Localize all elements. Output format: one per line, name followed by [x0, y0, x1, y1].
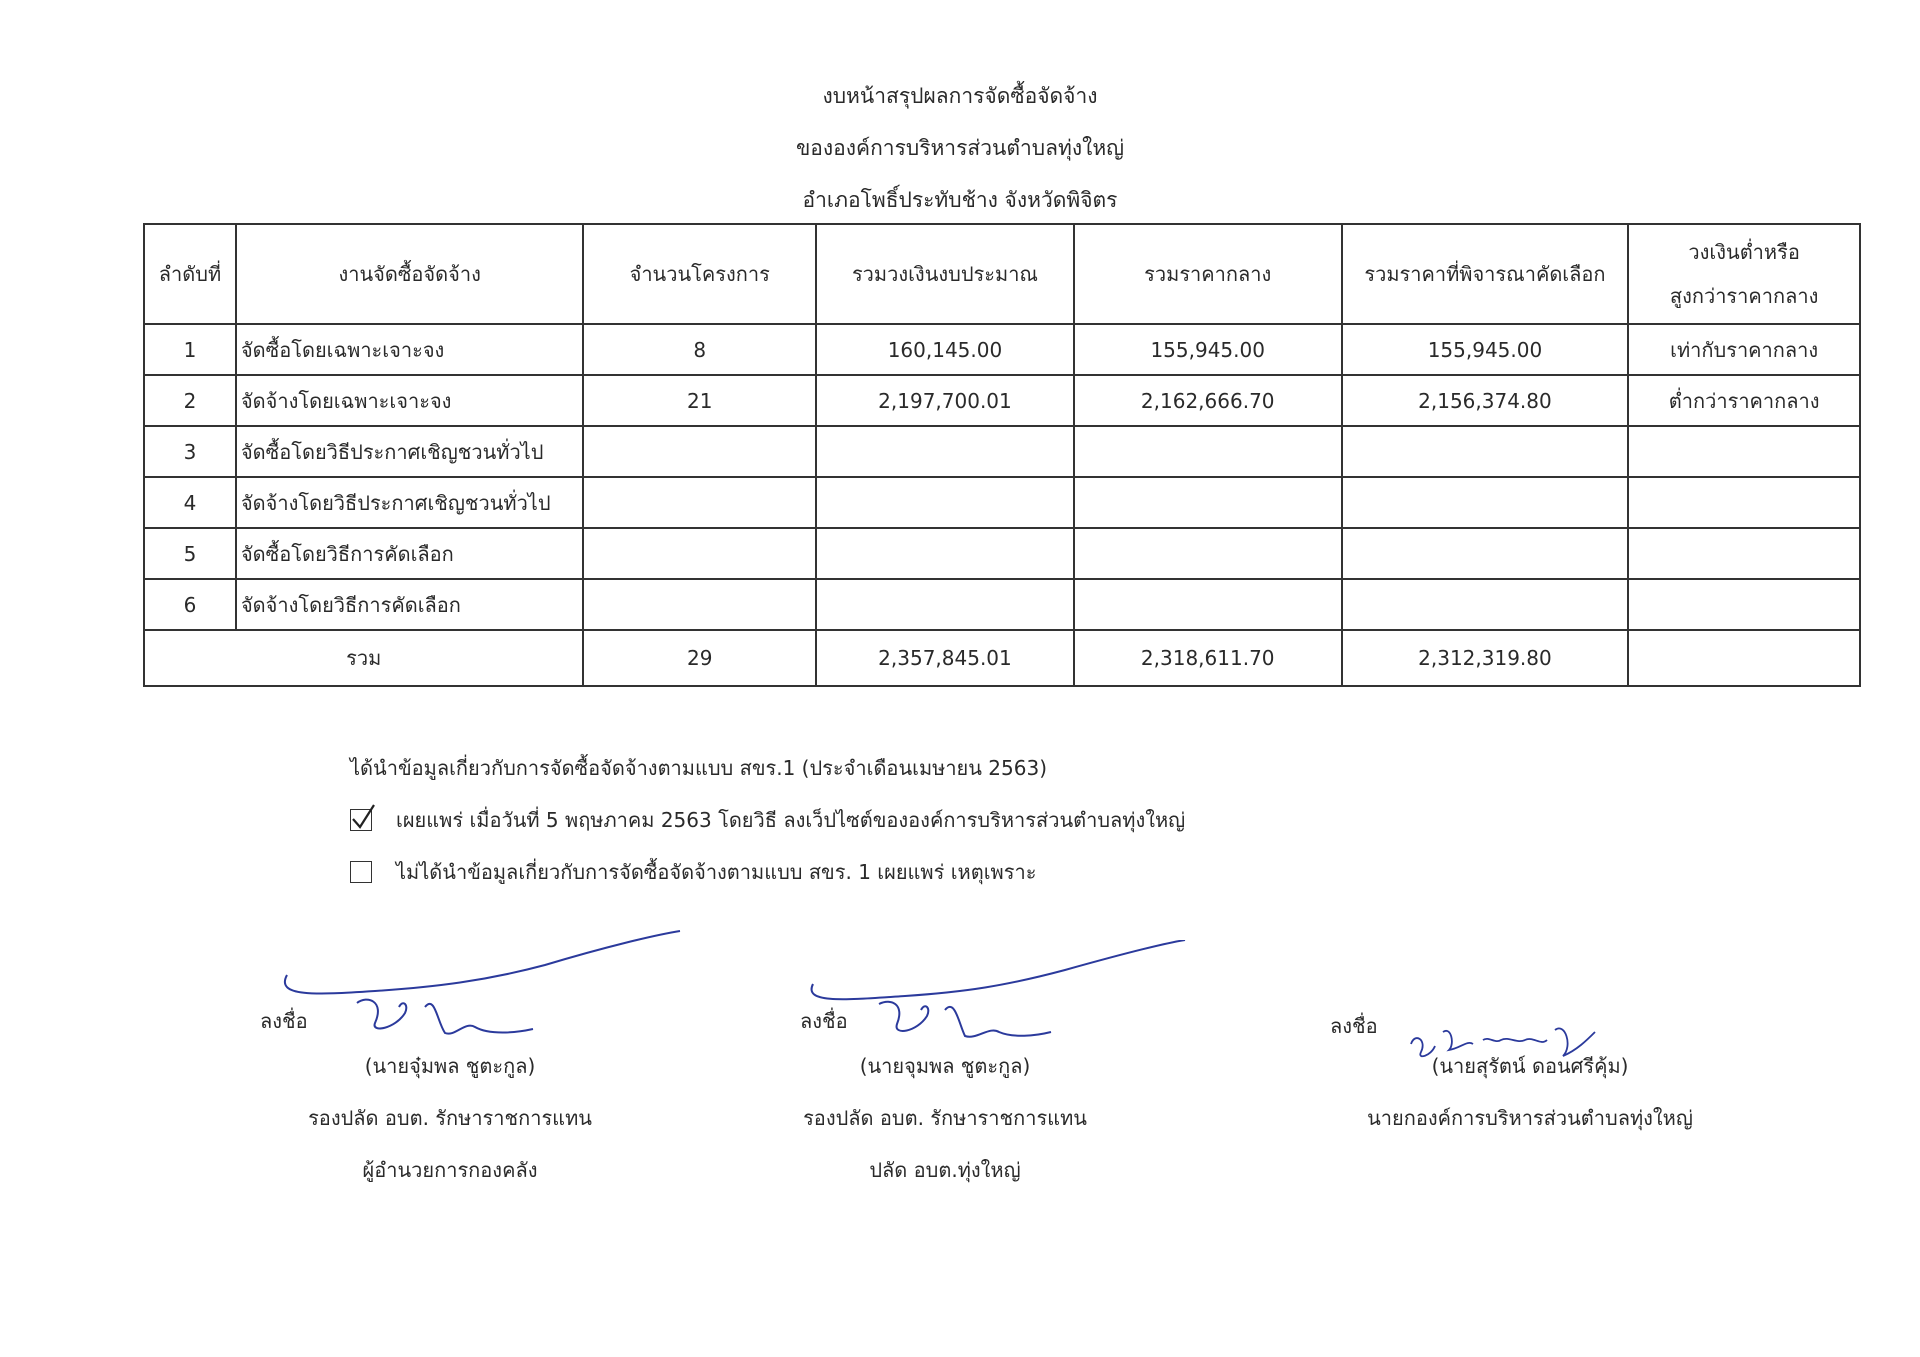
total-label: รวม — [144, 630, 583, 686]
table-row — [144, 324, 1860, 375]
total-selected: 2,312,319.80 — [1342, 630, 1629, 686]
cell-no: 1 — [144, 324, 236, 375]
cell-work: จัดซื้อโดยเฉพาะเจาะจง — [236, 324, 583, 375]
cell-selected — [1342, 579, 1629, 630]
cell-no: 3 — [144, 426, 236, 477]
signature-text-2 — [795, 940, 1095, 1196]
col-header-no: ลำดับที่ — [144, 224, 236, 324]
publication-notes — [350, 742, 1185, 898]
cell-no: 2 — [144, 375, 236, 426]
cell-work: จัดจ้างโดยวิธีประกาศเชิญชวนทั่วไป — [236, 477, 583, 528]
cell-work: จัดจ้างโดยเฉพาะเจาะจง — [236, 375, 583, 426]
cell-count — [583, 579, 816, 630]
signer-position-1b: ผู้อำนวยการกองคลัง — [362, 1158, 538, 1182]
signer-position-3a: นายกองค์การบริหารส่วนตำบลทุ่งใหญ่ — [1367, 1106, 1693, 1130]
signer-name-2: (นายจุมพล ชูตะกูล) — [859, 1054, 1031, 1078]
sign-label-2: ลงชื่อ — [800, 1009, 848, 1033]
cell-median — [1074, 579, 1342, 630]
cell-budget — [816, 579, 1074, 630]
cell-budget — [816, 528, 1074, 579]
cell-count — [583, 528, 816, 579]
table-row — [144, 375, 1860, 426]
cell-compare — [1628, 477, 1860, 528]
cell-selected — [1342, 477, 1629, 528]
col-header-count: จำนวนโครงการ — [583, 224, 816, 324]
signer-position-2b: ปลัด อบต.ทุ่งใหญ่ — [869, 1158, 1021, 1182]
published-checkbox[interactable] — [350, 809, 372, 831]
col-header-compare-line-2: สูงกว่าราคากลาง — [1669, 284, 1819, 308]
notes-intro-text: ได้นำข้อมูลเกี่ยวกับการจัดซื้อจัดจ้างตามแบบ สขร.1 (ประจำเดือนเมษายน 2563) — [350, 756, 1047, 780]
col-header-work: งานจัดซื้อจัดจ้าง — [236, 224, 583, 324]
cell-selected — [1342, 528, 1629, 579]
option-published — [350, 794, 1185, 846]
cell-budget: 2,197,700.01 — [816, 375, 1074, 426]
cell-compare: ต่ำกว่าราคากลาง — [1628, 375, 1860, 426]
cell-median: 2,162,666.70 — [1074, 375, 1342, 426]
cell-work: จัดจ้างโดยวิธีการคัดเลือก — [236, 579, 583, 630]
signer-name-1: (นายจุ๋มพล ชูตะกูล) — [364, 1054, 536, 1078]
cell-median — [1074, 426, 1342, 477]
cell-median: 155,945.00 — [1074, 324, 1342, 375]
cell-compare — [1628, 528, 1860, 579]
checkmark-icon — [349, 802, 377, 832]
cell-no: 4 — [144, 477, 236, 528]
col-header-selected: รวมราคาที่พิจารณาคัดเลือก — [1342, 224, 1629, 324]
table-row — [144, 477, 1860, 528]
cell-work: จัดซื้อโดยวิธีการคัดเลือก — [236, 528, 583, 579]
cell-work: จัดซื้อโดยวิธีประกาศเชิญชวนทั่วไป — [236, 426, 583, 477]
cell-count: 8 — [583, 324, 816, 375]
col-header-median: รวมราคากลาง — [1074, 224, 1342, 324]
cell-selected: 155,945.00 — [1342, 324, 1629, 375]
sign-label-1: ลงชื่อ — [260, 1009, 308, 1033]
total-budget: 2,357,845.01 — [816, 630, 1074, 686]
table-total-row — [144, 630, 1860, 686]
cell-median — [1074, 528, 1342, 579]
col-header-compare — [1628, 224, 1860, 324]
cell-no: 6 — [144, 579, 236, 630]
total-compare — [1628, 630, 1860, 686]
option-not-published — [350, 846, 1185, 898]
total-count: 29 — [583, 630, 816, 686]
cell-compare — [1628, 426, 1860, 477]
heading-line-3: อำเภอโพธิ์ประทับช้าง จังหวัดพิจิตร — [802, 188, 1118, 212]
heading-line-1: งบหน้าสรุปผลการจัดซื้อจัดจ้าง — [822, 84, 1098, 108]
table-row — [144, 528, 1860, 579]
cell-selected — [1342, 426, 1629, 477]
signature-text-3 — [1330, 940, 1730, 1144]
cell-count — [583, 426, 816, 477]
cell-budget — [816, 426, 1074, 477]
cell-count — [583, 477, 816, 528]
cell-count: 21 — [583, 375, 816, 426]
col-header-compare-line-1: วงเงินต่ำหรือ — [1688, 240, 1800, 264]
document-heading — [0, 70, 1920, 226]
cell-compare — [1628, 579, 1860, 630]
signature-text-1 — [300, 940, 600, 1196]
cell-budget — [816, 477, 1074, 528]
heading-line-2: ขององค์การบริหารส่วนตำบลทุ่งใหญ่ — [795, 136, 1125, 160]
sign-label-3: ลงชื่อ — [1330, 1014, 1378, 1038]
table-row — [144, 426, 1860, 477]
table-body — [144, 324, 1860, 630]
cell-budget: 160,145.00 — [816, 324, 1074, 375]
table-row — [144, 579, 1860, 630]
published-option-text: เผยแพร่ เมื่อวันที่ 5 พฤษภาคม 2563 โดยวิธี ลงเว็ปไซต์ขององค์การบริหารส่วนตำบลทุ่งใหญ่ — [396, 808, 1186, 832]
not-published-checkbox[interactable] — [350, 861, 372, 883]
cell-median — [1074, 477, 1342, 528]
total-median: 2,318,611.70 — [1074, 630, 1342, 686]
col-header-budget: รวมวงเงินงบประมาณ — [816, 224, 1074, 324]
cell-selected: 2,156,374.80 — [1342, 375, 1629, 426]
cell-compare: เท่ากับราคากลาง — [1628, 324, 1860, 375]
cell-no: 5 — [144, 528, 236, 579]
signer-position-2a: รองปลัด อบต. รักษาราชการแทน — [803, 1106, 1087, 1130]
signer-position-1a: รองปลัด อบต. รักษาราชการแทน — [308, 1106, 592, 1130]
table-header-row — [144, 224, 1860, 324]
procurement-summary-table — [143, 223, 1861, 687]
notes-intro — [350, 742, 1185, 794]
signer-name-3: (นายสุรัตน์ ดอนศรีคุ้ม) — [1431, 1054, 1629, 1078]
not-published-option-text: ไม่ได้นำข้อมูลเกี่ยวกับการจัดซื้อจัดจ้างตามแบบ สขร. 1 เผยแพร่ เหตุเพราะ — [396, 860, 1037, 884]
